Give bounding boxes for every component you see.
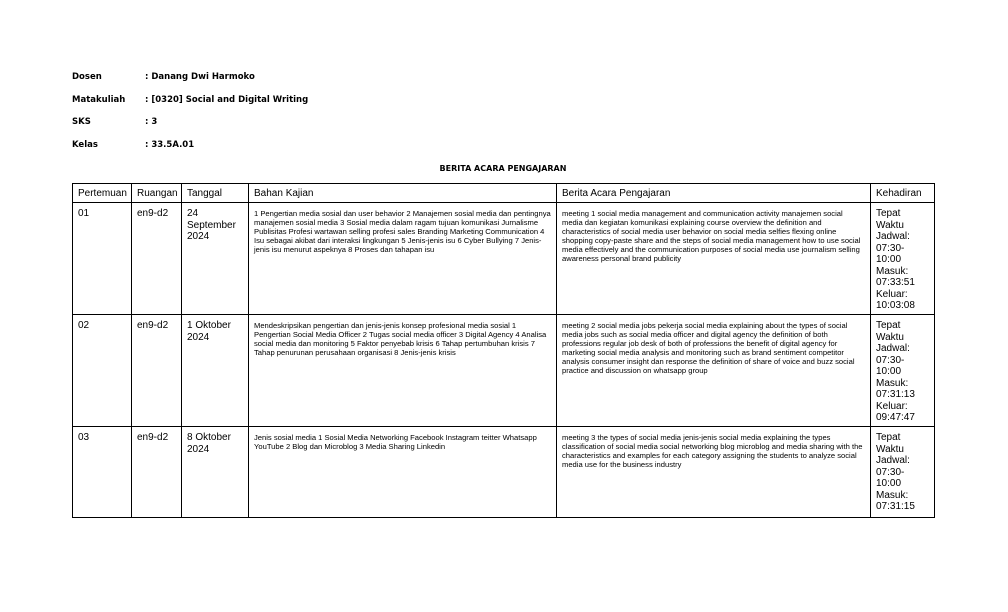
cell-bahan-kajian: Mendeskripsikan pengertian dan jenis-jenis konsep profesional media sosial 1 Pengertian Social Media Officer 2 Tugas social media officer 3 Digital Agency 4 Analisa social media dan monitoring 5 Faktor penyebab krisis 6 Tahap pertumbuhan krisis 7 Tahap penurunan perusahaan organisasi 8 Jenis-jenis krisis: [249, 315, 557, 427]
table-row: [73, 427, 935, 518]
cell-kehadiran: [871, 203, 935, 315]
dosen-row: [72, 72, 308, 95]
header-pertemuan: Pertemuan: [73, 184, 132, 203]
cell-pertemuan: 02: [73, 315, 132, 427]
attend-line: Masuk:: [876, 265, 909, 277]
attend-line: 07:30-: [876, 242, 905, 254]
attend-line: Jadwal:: [876, 231, 910, 242]
attend-line: 07:30-: [876, 466, 905, 478]
cell-pertemuan: 03: [73, 427, 132, 518]
table-row: [73, 315, 935, 427]
attend-line: Waktu: [876, 219, 904, 231]
cell-tanggal: 1 Oktober 2024: [182, 315, 249, 427]
cell-tanggal: 8 Oktober 2024: [182, 427, 249, 518]
matakuliah-label: Matakuliah: [72, 94, 126, 105]
header-berita-acara: Berita Acara Pengajaran: [557, 184, 871, 203]
kelas-row: [72, 140, 308, 163]
attend-line: 10:00: [876, 366, 902, 377]
cell-berita-acara: meeting 1 social media management and communication activity manajemen social media dan kegiatan komunikasi explaining course overview the definition and characteristics of social media user behavior on social media selfies flexing online shopping copy-paste share and the steps of social media management how to use social media effectively and the communication purposes of social media use journalism selling awareness personal brand publicity: [557, 203, 871, 315]
cell-ruangan: en9-d2: [132, 203, 182, 315]
attend-line: 07:31:13: [876, 389, 915, 400]
attend-line: 10:00: [876, 478, 902, 489]
dosen-value: : Danang Dwi Harmoko: [145, 72, 255, 82]
sks-label: SKS: [72, 117, 91, 127]
table-header-row: [73, 184, 935, 203]
attend-line: 10:00: [876, 254, 902, 265]
attend-line: Waktu: [876, 331, 904, 343]
sks-value: : 3: [145, 117, 158, 127]
cell-ruangan: en9-d2: [132, 427, 182, 518]
cell-tanggal: 24 September 2024: [182, 203, 249, 315]
document-title: BERITA ACARA PENGAJARAN: [439, 164, 567, 173]
dosen-label: Dosen: [72, 72, 102, 82]
attend-line: Keluar:: [876, 400, 908, 412]
cell-ruangan: en9-d2: [132, 315, 182, 427]
attend-line: Jadwal:: [876, 343, 910, 354]
course-info: [72, 72, 308, 162]
cell-bahan-kajian: Jenis sosial media 1 Sosial Media Networking Facebook Instagram teitter Whatsapp YouTube 2 Blog dan Microblog 3 Media Sharing Linkedin: [249, 427, 557, 518]
attend-line: 07:31:15: [876, 501, 915, 512]
cell-kehadiran: [871, 315, 935, 427]
attend-line: Keluar:: [876, 288, 908, 300]
matakuliah-value: : [0320] Social and Digital Writing: [145, 94, 309, 105]
table-row: [73, 203, 935, 315]
teaching-record-table: [72, 183, 935, 518]
cell-kehadiran: [871, 427, 935, 518]
attend-line: Masuk:: [876, 377, 909, 389]
attend-line: Tepat: [876, 208, 901, 219]
cell-bahan-kajian: 1 Pengertian media sosial dan user behavior 2 Manajemen sosial media dan pentingnya manajemen sosial media 3 Sosial media dalam ragam tujuan komunikasi Jurnalisme Publisitas Profesi wartawan selling profesi sales Branding Marketing Communication 4 Isu sebagai akibat dari interaksi lingkungan 5 Jenis-jenis isu 6 Cyber Bullying 7 Jenis-jenis isu menurut aspeknya 8 Proses dan tahapan isu: [249, 203, 557, 315]
matakuliah-row: [72, 95, 308, 118]
kelas-label: Kelas: [72, 139, 98, 150]
cell-berita-acara: meeting 3 the types of social media jenis-jenis social media explaining the types classification of social media social networking blog microblog and media sharing with the characteristics and examples for each category assigning the students to analyze social media use for the business industry: [557, 427, 871, 518]
cell-berita-acara: meeting 2 social media jobs pekerja social media explaining about the types of social media jobs such as social media officer and digital agency the definition of both professions regular job desk of both of professions the benefit of digital agency for marketing social media analysis and monitoring such as brand sentiment competitor analysis consumer insight dan response the definition of share of voice and buzz social practice and discussion on whatsapp group: [557, 315, 871, 427]
attend-line: Tepat: [876, 320, 901, 331]
attend-line: 09:47:47: [876, 412, 915, 423]
attend-line: 07:33:51: [876, 277, 915, 288]
header-kehadiran: Kehadiran: [871, 184, 935, 203]
header-bahan-kajian: Bahan Kajian: [249, 184, 557, 203]
attend-line: 07:30-: [876, 354, 905, 366]
attend-line: Waktu: [876, 443, 904, 455]
attend-line: Tepat: [876, 432, 901, 443]
kelas-value: : 33.5A.01: [145, 139, 195, 150]
cell-pertemuan: 01: [73, 203, 132, 315]
header-tanggal: Tanggal: [182, 184, 249, 203]
attend-line: Masuk:: [876, 489, 909, 501]
sks-row: [72, 117, 308, 140]
header-ruangan: Ruangan: [132, 184, 182, 203]
attend-line: Jadwal:: [876, 455, 910, 466]
attend-line: 10:03:08: [876, 300, 915, 311]
